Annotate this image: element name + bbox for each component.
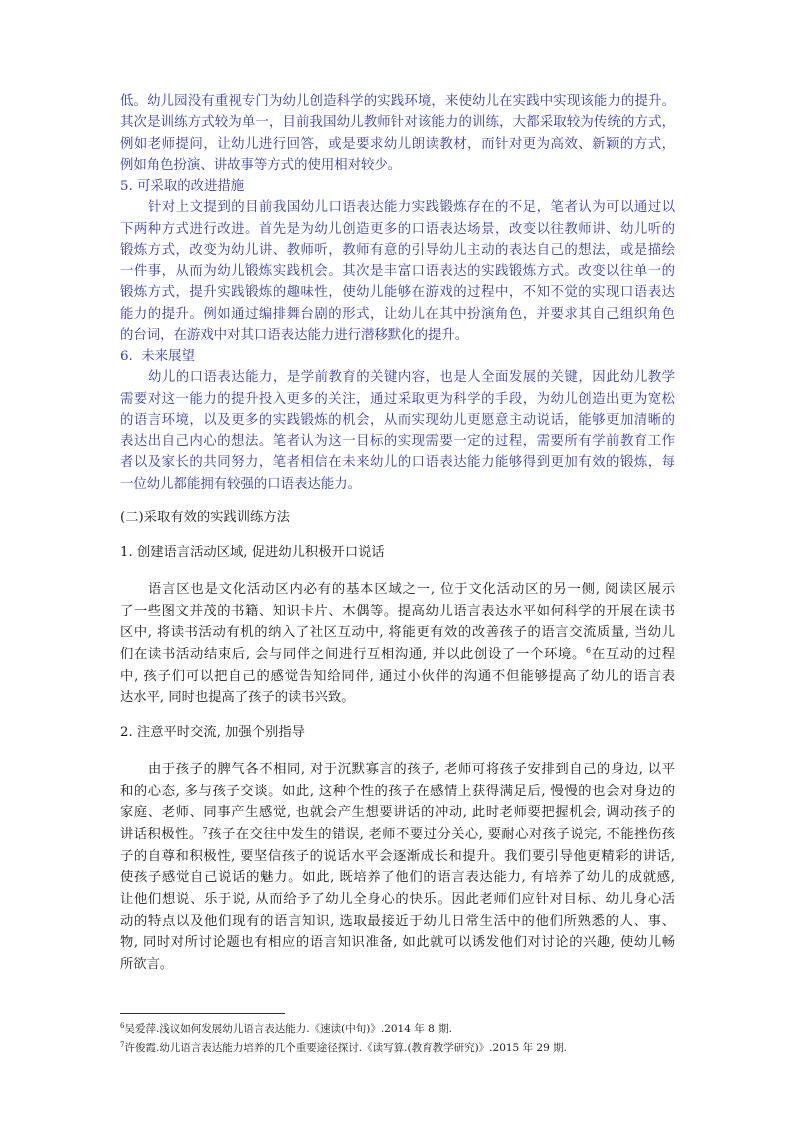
- section-heading-5: 5. 可采取的改进措施: [120, 179, 245, 194]
- text-line: 让他们想说、乐于说, 从而给予了幼儿全身心的快乐。因此老师们应针对目标、幼儿身心活: [120, 891, 675, 907]
- subsection-title: 1. 创建语言活动区域, 促进幼儿积极开口说话: [120, 545, 385, 560]
- text-line: 的语言环境，以及更多的实践锻炼的机会，从而实现幼儿更愿意主动说话，能够更加清晰的: [120, 412, 675, 428]
- text-line: 和的心态, 多与孩子交谈。如此, 这种个性的孩子在感情上获得满足后, 慢慢的也会对身边的: [120, 783, 675, 799]
- text-line: 中, 孩子们可以把自己的感觉告知给同伴, 通过小伙伴的沟通不但能够提高了幼儿的语言表: [120, 668, 675, 684]
- text-line: 达水平, 同时也提高了孩子的读书兴致。: [120, 690, 355, 706]
- text-line: 能力的提升。例如通过编排舞台剧的形式，让幼儿在其中扮演角色，并要求其自己组织角色: [120, 306, 675, 322]
- text-line: 所欲言。: [120, 956, 174, 972]
- footnote: [120, 1020, 675, 1039]
- subsection-title: 2. 注意平时交流, 加强个别指导: [120, 725, 305, 740]
- paragraph: [120, 197, 675, 346]
- footnote: [120, 1039, 675, 1058]
- text-line: 针对上文提到的目前我国幼儿口语表达能力实践锻炼存在的不足，笔者认为可以通过以: [148, 200, 675, 216]
- footnote-number: 6: [120, 1022, 125, 1030]
- footnote-separator: [120, 1013, 285, 1014]
- text-line: 例如角色扮演、讲故事等方式的使用相对较少。: [120, 157, 402, 173]
- text-segment: 讲话积极性。: [120, 826, 203, 842]
- section-heading-6: 6. 未来展望: [120, 349, 195, 364]
- footnote-text: 许俊霞.幼儿语言表达能力培养的几个重要途径探讨.《读写算.(教育教学研究)》.2015 年 29 期.: [124, 1042, 567, 1054]
- text-segment: 孩子在交往中发生的错误, 老师不要过分关心, 要耐心对孩子说完, 不能挫伤孩: [207, 826, 676, 842]
- footnote-number: 7: [120, 1041, 125, 1049]
- paragraph: [120, 759, 675, 976]
- highlighted-text-block: [120, 91, 675, 495]
- text-line: 一位幼儿都能拥有较强的口语表达能力。: [120, 476, 362, 492]
- footnote-ref: 6: [585, 645, 592, 655]
- text-line: 下两种方式进行改进。首先是为幼儿创造更多的口语表达场景，改变以往教师讲、幼儿听的: [120, 221, 675, 237]
- text-segment: 们在读书活动结束后, 会与同伴之间进行互相沟通, 并以此创设了一个环境。: [120, 646, 586, 662]
- section-title: (二)采取有效的实践训练方法: [120, 510, 290, 525]
- text-line: 物, 同时对所讨论题也有相应的语言知识准备, 如此就可以诱发他们对讨论的兴趣, 使幼儿畅: [120, 935, 675, 951]
- text-line: 语言区也是文化活动区内必有的基本区域之一, 位于文化活动区的另一侧, 阅读区展示: [148, 582, 675, 597]
- text-line: 由于孩子的脾气各不相同, 对于沉默寡言的孩子, 老师可将孩子安排到自己的身边, 以平: [148, 762, 675, 777]
- text-line: 例如老师提问，让幼儿进行回答，或是要求幼儿朗读教材，而针对更为高效、新颖的方式，: [120, 136, 675, 152]
- text-line: 锻炼方式，改变为幼儿讲、教师听，教师有意的引导幼儿主动的表达自己的想法，或是描绘: [120, 242, 675, 258]
- text-line: 使孩子感觉自己说话的魅力。如此, 既培养了他们的语言表达能力, 有培养了幼儿的成就感,: [120, 870, 675, 886]
- text-line: 动的特点以及他们现有的语言知识, 选取最接近于幼儿日常生活中的他们所熟悉的人、事、: [120, 913, 675, 929]
- section-heading: [120, 507, 675, 529]
- footnote-ref: 7: [202, 825, 208, 835]
- paragraph: [120, 367, 675, 495]
- text-line: 低。幼儿园没有重视专门为幼儿创造科学的实践环境，来使幼儿在实践中实现该能力的提升。: [120, 94, 675, 109]
- text-line: 者以及家长的共同努力，笔者相信在未来幼儿的口语表达能力能够得到更加有效的锻炼，每: [120, 455, 675, 471]
- text-line: [120, 824, 675, 846]
- text-line: 需要对这一能力的提升投入更多的关注，通过采取更为科学的手段，为幼儿创造出更为宽松: [120, 391, 675, 407]
- text-segment: 在互动的过程: [591, 646, 676, 662]
- paragraph: [120, 579, 675, 709]
- footnote-text: 吴爱萍.浅议如何发展幼儿语言表达能力.《速读(中旬)》.2014 年 8 期.: [124, 1023, 452, 1035]
- text-line: 子的自尊和积极性, 要坚信孩子的说话水平会逐渐成长和提升。我们要引导他更精彩的讲话,: [120, 848, 675, 864]
- subsection-heading-2: [120, 722, 675, 744]
- paragraph: [120, 91, 675, 176]
- text-line: 幼儿的口语表达能力，是学前教育的关键内容，也是人全面发展的关键，因此幼儿教学: [148, 370, 675, 386]
- text-line: 了一些图文并茂的书籍、知识卡片、木偶等。提高幼儿语言表达水平如何科学的开展在读书: [120, 603, 675, 619]
- text-line: 家庭、老师、同事产生感觉, 也就会产生想要讲话的冲动, 此时老师要把握机会, 调动孩子的: [120, 805, 675, 821]
- text-line: 区中, 将读书活动有机的纳入了社区互动中, 将能更有效的改善孩子的语言交流质量, 当幼儿: [120, 625, 675, 641]
- text-line: [120, 644, 675, 666]
- text-line: 其次是训练方式较为单一，目前我国幼儿教师针对该能力的训练，大都采取较为传统的方式，: [120, 115, 675, 131]
- text-line: 一件事，从而为幼儿锻炼实践机会。其次是丰富口语表达的实践锻炼方式。改变以往单一的: [120, 264, 675, 279]
- text-line: 锻炼方式，提升实践锻炼的趣味性，使幼儿能够在游戏的过程中，不知不觉的实现口语表达: [120, 285, 675, 301]
- subsection-heading-1: [120, 542, 675, 564]
- text-line: 表达出自己内心的想法。笔者认为这一目标的实现需要一定的过程，需要所有学前教育工作: [120, 434, 675, 449]
- text-line: 的台词，在游戏中对其口语表达能力进行潜移默化的提升。: [120, 327, 469, 343]
